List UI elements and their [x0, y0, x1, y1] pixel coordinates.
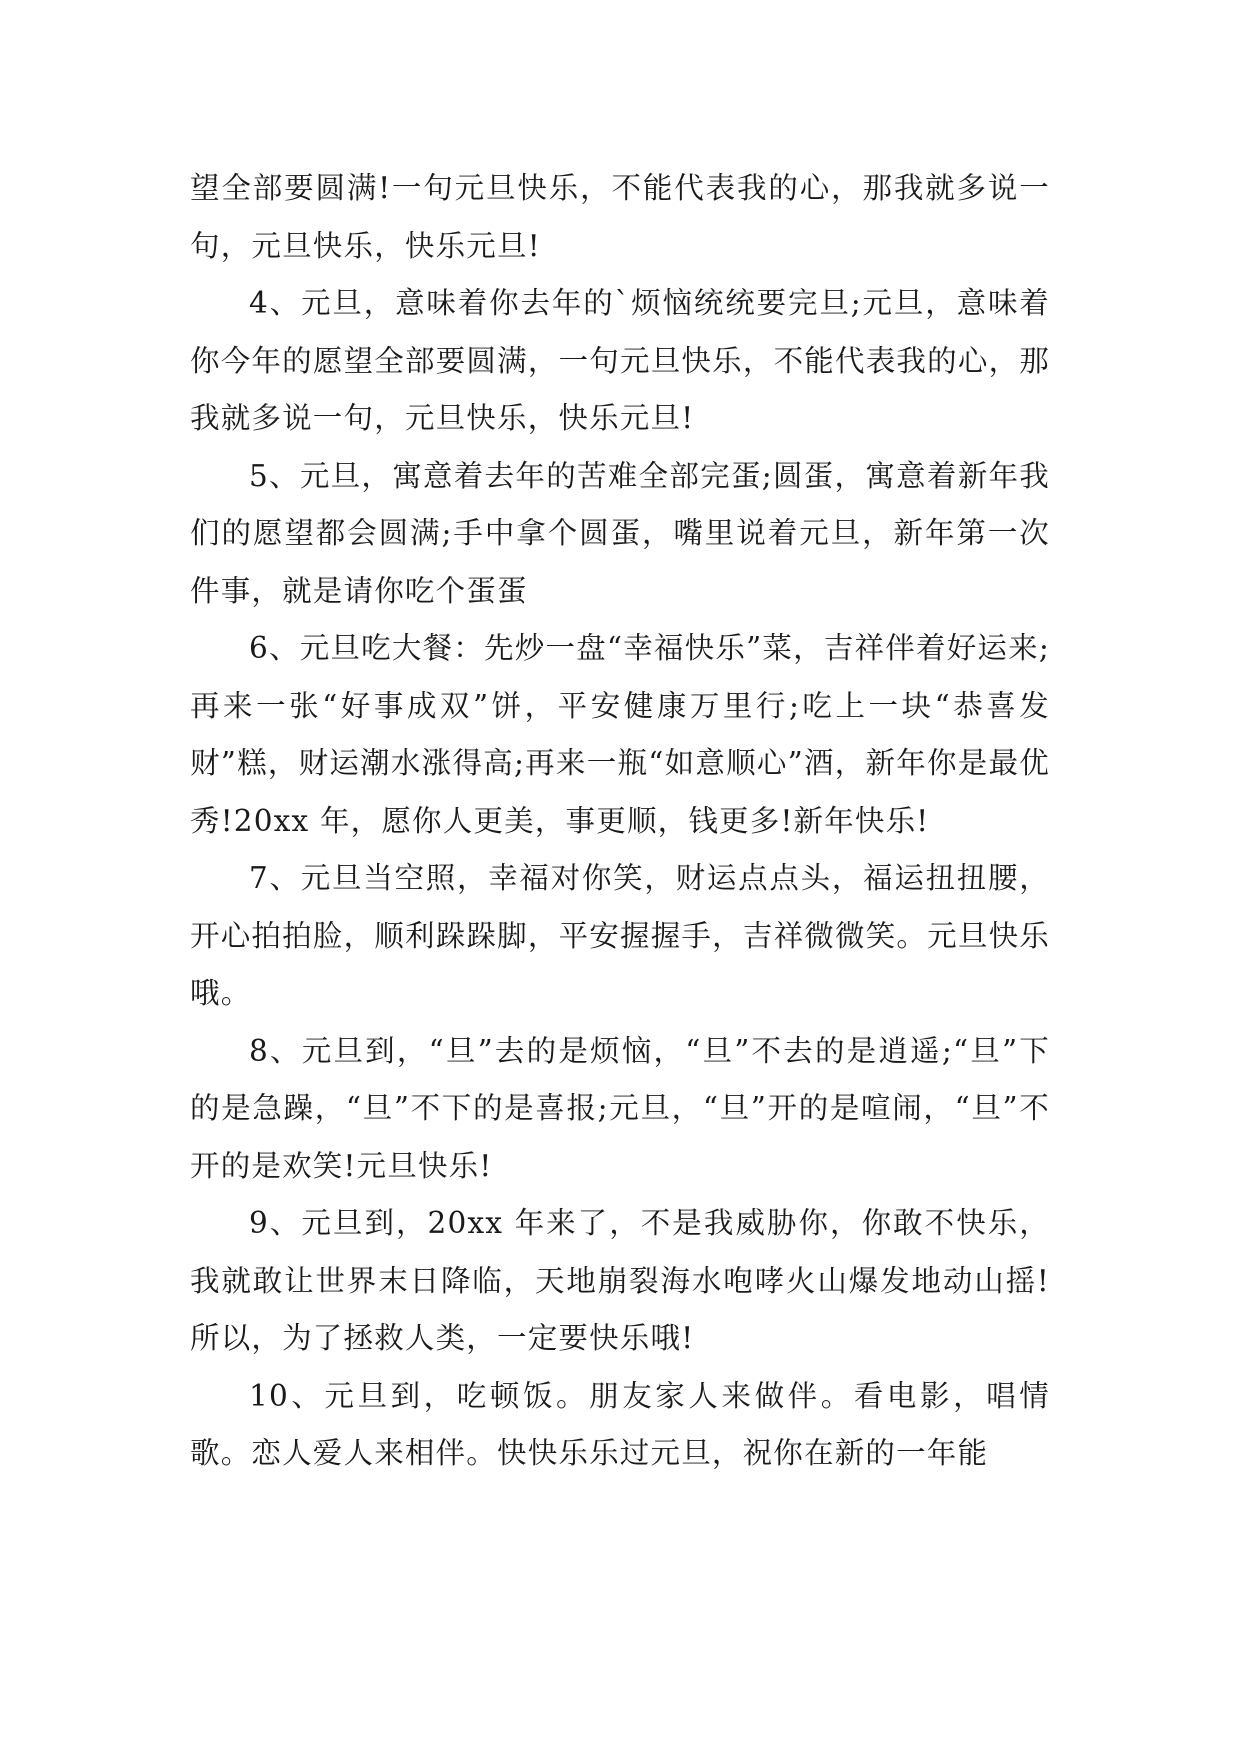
paragraph-item-7: 7、元旦当空照，幸福对你笑，财运点点头，福运扭扭腰，开心拍拍脸，顺利跺跺脚，平安握握手，吉祥微微笑。元旦快乐哦。	[190, 861, 1050, 1010]
document-body	[190, 162, 1050, 1483]
paragraph-item-10: 10、元旦到，吃顿饭。朋友家人来做伴。看电影，唱情歌。恋人爱人来相伴。快快乐乐过元旦，祝你在新的一年能	[190, 1378, 1050, 1470]
paragraph-item-9: 9、元旦到，20xx 年来了，不是我威胁你，你敢不快乐，我就敢让世界末日降临，天地崩裂海水咆哮火山爆发地动山摇!所以，为了拯救人类，一定要快乐哦!	[190, 1206, 1050, 1355]
paragraph-continuation: 望全部要圆满!一句元旦快乐，不能代表我的心，那我就多说一句，元旦快乐，快乐元旦!	[190, 171, 1050, 263]
paragraph-item-4: 4、元旦，意味着你去年的`烦恼统统要完旦;元旦，意味着你今年的愿望全部要圆满，一句元旦快乐，不能代表我的心，那我就多说一句，元旦快乐，快乐元旦!	[190, 286, 1050, 435]
paragraph-item-8: 8、元旦到，“旦”去的是烦恼，“旦”不去的是逍遥;“旦”下的是急躁，“旦”不下的是喜报;元旦，“旦”开的是喧闹，“旦”不开的是欢笑!元旦快乐!	[190, 1033, 1050, 1183]
paragraph-item-6: 6、元旦吃大餐：先炒一盘“幸福快乐”菜，吉祥伴着好运来;再来一张“好事成双”饼，平安健康万里行;吃上一块“恭喜发财”糕，财运潮水涨得高;再来一瓶“如意顺心”酒，新年你是最优秀!20xx 年，愿你人更美，事更顺，钱更多!新年快乐!	[190, 631, 1050, 838]
paragraph-item-5: 5、元旦，寓意着去年的苦难全部完蛋;圆蛋，寓意着新年我们的愿望都会圆满;手中拿个圆蛋，嘴里说着元旦，新年第一次件事，就是请你吃个蛋蛋	[190, 458, 1050, 608]
